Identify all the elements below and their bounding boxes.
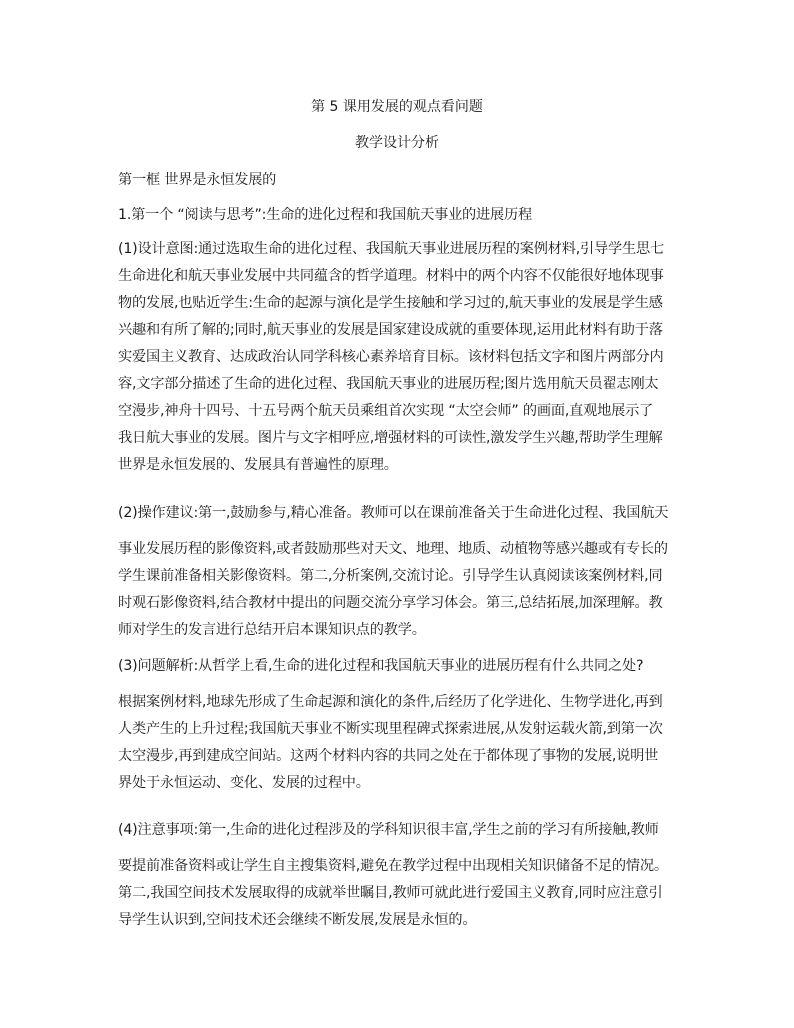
paragraph-line: 时观石影像资料,结合教材中提出的问题交流分享学习体会。第三,总结拓展,加深理解。教	[118, 595, 663, 611]
paragraph-line: (4)注意事项:第一,生命的进化过程涉及的学科知识很丰富,学生之前的学习有所接触,教师	[118, 822, 659, 838]
paragraph-line: 导学生认识到,空间技术还会继续不断发展,发展是永恒的。	[118, 912, 477, 928]
paragraph-line: 师对学生的发言进行总结开启本课知识点的教学。	[118, 622, 426, 638]
paragraph-line: 事业发展历程的影像资料,或者鼓励那些对天文、地理、地质、动植物等感兴趣或有专长的	[118, 541, 668, 557]
document-title: 第 5 课用发展的观点看问题	[311, 99, 483, 115]
paragraph-line: (3)问题解析:从哲学上看,生命的进化过程和我国航天事业的进展历程有什么共同之处?	[118, 658, 644, 674]
paragraph-line: 人类产生的上升过程;我国航天事业不断实现里程碑式探索进展,从发射运载火箭,到第一次	[118, 721, 663, 737]
paragraph-line: 世界是永恒发展的、发展具有普遍性的原理。	[118, 457, 398, 473]
paragraph-line: 太空漫步,再到建成空间站。这两个材料内容的共同之处在于都体现了事物的发展,说明世	[118, 748, 659, 764]
paragraph-line: 第二,我国空间技术发展取得的成就举世瞩目,教师可就此进行爱国主义教育,同时应注意引	[118, 885, 663, 901]
document-subtitle: 教学设计分析	[355, 135, 439, 151]
section-heading: 第一框 世界是永恒发展的	[118, 172, 277, 188]
paragraph-line: 容,文字部分描述了生命的进化过程、我国航天事业的进展历程;图片选用航天员翟志刚太	[118, 376, 659, 392]
paragraph-line: 实爱国主义教育、达成政治认同学科核心素养培育目标。该材料包括文字和图片两部分内	[118, 349, 664, 365]
paragraph-line: 生命进化和航天事业发展中共同蕴含的哲学道理。材料中的两个内容不仅能很好地体现事	[118, 268, 664, 284]
paragraph-line: (1)设计意图:通过选取生命的进化过程、我国航天事业进展历程的案例材料,引导学生思七	[118, 241, 664, 257]
paragraph-line: 界处于永恒运动、变化、发展的过程中。	[118, 775, 370, 791]
paragraph-line: 空漫步,神舟十四号、十五号两个航天员乘组首次实现 “太空会师” 的画面,直观地展示了	[118, 403, 654, 419]
paragraph-line: 学生课前准备相关影像资料。第二,分析案例,交流讨论。引导学生认真阅读该案例材料,同	[118, 568, 663, 584]
paragraph-line: 根据案例材料,地球先形成了生命起源和演化的条件,后经历了化学进化、生物学进化,再到	[118, 694, 663, 710]
paragraph-line: 要提前准备资料或让学生自主搜集资料,避免在教学过程中出现相关知识储备不足的情况。	[118, 858, 668, 874]
paragraph-line: 我日航大事业的发展。图片与文字相呼应,增强材料的可读性,激发学生兴趣,帮助学生理解	[118, 430, 663, 446]
paragraph-line: 物的发展,也贴近学生:生命的起源与演化是学生接触和学习过的,航天事业的发展是学生感	[118, 295, 663, 311]
activity-heading: 1.第一个 “阅读与思考”:生命的进化过程和我国航天事业的进展历程	[118, 207, 532, 223]
paragraph-line: (2)操作建议:第一,鼓励参与,精心准备。教师可以在课前准备关于生命进化过程、我国航天	[118, 505, 669, 521]
paragraph-line: 兴趣和有所了解的;同时,航天事业的发展是国家建设成就的重要体现,运用此材料有助于落	[118, 322, 663, 338]
